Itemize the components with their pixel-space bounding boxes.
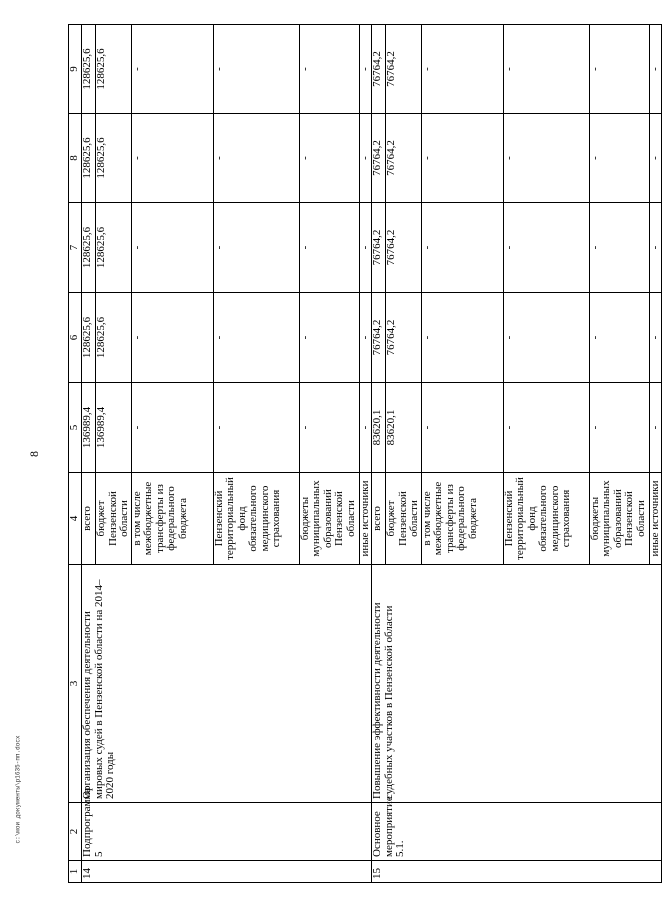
amount-cell: -: [589, 383, 649, 473]
amount-cell: -: [589, 293, 649, 383]
row-number: 15: [372, 861, 662, 883]
amount-cell: -: [359, 203, 372, 293]
amount-cell: -: [299, 114, 359, 203]
amount-cell: -: [589, 114, 649, 203]
amount-cell: -: [589, 25, 649, 114]
amount-cell: 76764,2: [372, 25, 386, 114]
amount-cell: 128625,6: [96, 293, 132, 383]
funding-source: в том числе межбюджетные трансферты из федерального бюджета: [131, 473, 213, 565]
column-number: 6: [69, 293, 82, 383]
funding-source: всего: [82, 473, 96, 565]
item-kind: Подпрограмма 5: [82, 803, 372, 861]
page-number: 8: [27, 451, 41, 457]
column-number: 9: [69, 25, 82, 114]
rotated-page: [27, 25, 661, 883]
amount-cell: 128625,6: [82, 25, 96, 114]
column-number: 5: [69, 383, 82, 473]
amount-cell: 76764,2: [386, 203, 422, 293]
amount-cell: -: [213, 25, 299, 114]
amount-cell: 128625,6: [96, 25, 132, 114]
amount-cell: -: [649, 25, 662, 114]
amount-cell: 76764,2: [372, 293, 386, 383]
amount-cell: -: [131, 114, 213, 203]
amount-cell: -: [649, 114, 662, 203]
amount-cell: -: [131, 25, 213, 114]
amount-cell: -: [213, 383, 299, 473]
amount-cell: 83620,1: [386, 383, 422, 473]
amount-cell: -: [503, 114, 589, 203]
amount-cell: -: [421, 293, 503, 383]
file-path-footer: c:\мои документы\р1635-пп.docx: [14, 735, 22, 844]
amount-cell: 83620,1: [372, 383, 386, 473]
amount-cell: 128625,6: [82, 293, 96, 383]
amount-cell: -: [213, 293, 299, 383]
amount-cell: -: [649, 383, 662, 473]
amount-cell: -: [359, 114, 372, 203]
amount-cell: -: [589, 203, 649, 293]
item-kind: Основное мероприятие 5.1.: [372, 803, 662, 861]
funding-source: бюджет Пензенской области: [386, 473, 422, 565]
amount-cell: 76764,2: [372, 203, 386, 293]
funding-source: всего: [372, 473, 386, 565]
amount-cell: 76764,2: [386, 25, 422, 114]
amount-cell: -: [503, 203, 589, 293]
table-row: [82, 25, 96, 883]
amount-cell: -: [421, 383, 503, 473]
header-row: [69, 25, 82, 883]
amount-cell: -: [503, 383, 589, 473]
amount-cell: 136989,4: [82, 383, 96, 473]
amount-cell: -: [131, 203, 213, 293]
amount-cell: -: [299, 293, 359, 383]
column-number: 7: [69, 203, 82, 293]
amount-cell: -: [503, 293, 589, 383]
amount-cell: 76764,2: [372, 114, 386, 203]
column-number: 8: [69, 114, 82, 203]
funding-source: Пензенский территориальный фонд обязательного медицинского страхования: [503, 473, 589, 565]
funding-source: Пензенский территориальный фонд обязательного медицинского страхования: [213, 473, 299, 565]
funding-source: иные источники: [649, 473, 662, 565]
amount-cell: -: [649, 203, 662, 293]
amount-cell: -: [299, 25, 359, 114]
amount-cell: 76764,2: [386, 114, 422, 203]
amount-cell: -: [421, 25, 503, 114]
table-row: [372, 25, 386, 883]
amount-cell: 128625,6: [96, 203, 132, 293]
amount-cell: -: [421, 114, 503, 203]
row-number: 14: [82, 861, 372, 883]
amount-cell: 128625,6: [96, 114, 132, 203]
funding-source: бюджеты муниципальных образований Пензенской области: [299, 473, 359, 565]
amount-cell: -: [299, 383, 359, 473]
column-number: 3: [69, 565, 82, 803]
amount-cell: -: [503, 25, 589, 114]
amount-cell: -: [299, 203, 359, 293]
funding-source: бюджеты муниципальных образований Пензенской области: [589, 473, 649, 565]
amount-cell: 76764,2: [386, 293, 422, 383]
amount-cell: 128625,6: [82, 114, 96, 203]
amount-cell: 128625,6: [82, 203, 96, 293]
amount-cell: -: [649, 293, 662, 383]
column-number: 1: [69, 861, 82, 883]
budget-table: [68, 24, 662, 883]
funding-source: в том числе межбюджетные трансферты из федерального бюджета: [421, 473, 503, 565]
amount-cell: -: [213, 114, 299, 203]
amount-cell: -: [131, 383, 213, 473]
amount-cell: -: [359, 25, 372, 114]
funding-source: бюджет Пензенской области: [96, 473, 132, 565]
column-number: 2: [69, 803, 82, 861]
amount-cell: -: [359, 293, 372, 383]
item-name: Повышение эффективности деятельности судебных участков в Пензенской области: [372, 565, 662, 803]
column-number: 4: [69, 473, 82, 565]
amount-cell: -: [421, 203, 503, 293]
amount-cell: -: [213, 203, 299, 293]
amount-cell: 136989,4: [96, 383, 132, 473]
amount-cell: -: [359, 383, 372, 473]
amount-cell: -: [131, 293, 213, 383]
funding-source: иные источники: [359, 473, 372, 565]
item-name: Организация обеспечения деятельности мировых судей в Пензенской области на 2014–2020 годы: [82, 565, 372, 803]
